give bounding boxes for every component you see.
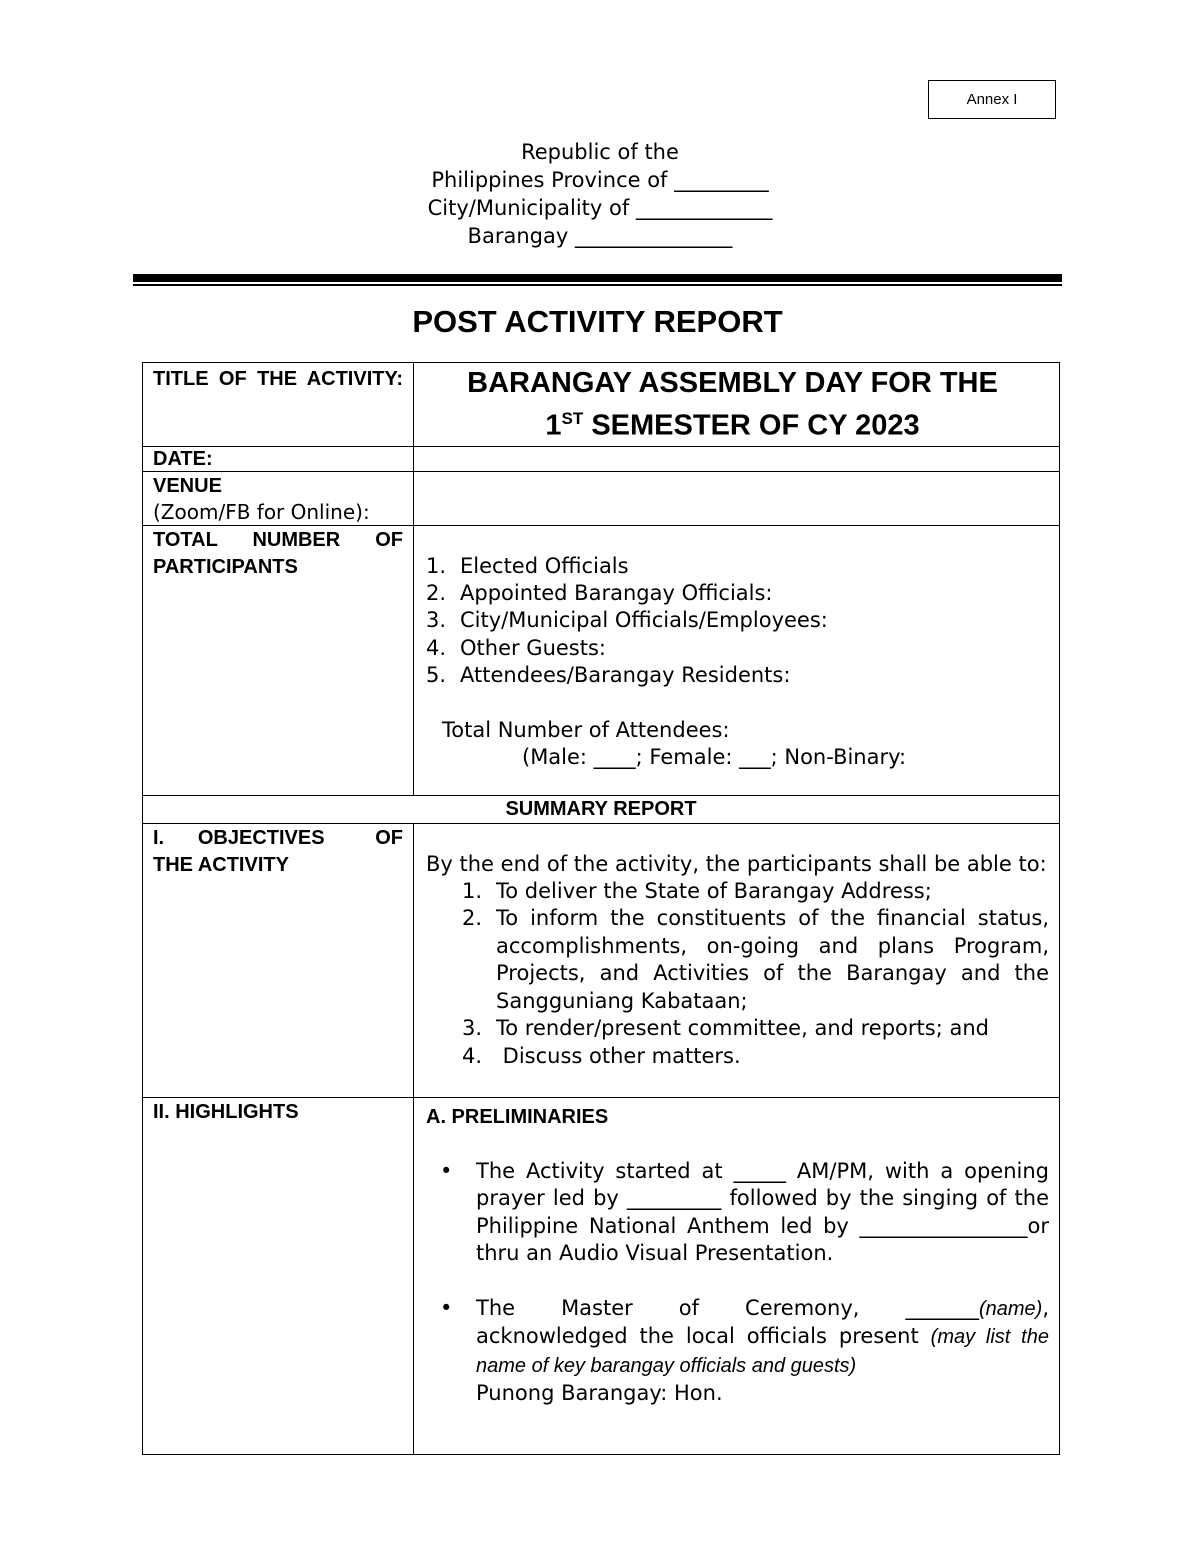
row-summary-heading — [143, 795, 1060, 823]
punong-barangay: Punong Barangay: Hon. — [476, 1380, 723, 1405]
title-ordinal-suffix: ST — [561, 409, 584, 428]
venue-sublabel: (Zoom/FB for Online): — [153, 499, 370, 524]
participant-item-5: 5. Attendees/Barangay Residents: — [426, 663, 791, 688]
objective-item-1: 1. To deliver the State of Barangay Address; — [462, 879, 932, 904]
highlights-label: II. HIGHLIGHTS — [143, 1097, 414, 1454]
report-table — [142, 362, 1060, 1455]
header-line-province: Philippines Province of _________ — [431, 168, 769, 192]
activity-title — [414, 363, 1059, 446]
row-highlights — [143, 1097, 1060, 1454]
preliminaries-heading: A. PRELIMINARIES — [426, 1105, 609, 1128]
participants-label-cell — [143, 525, 414, 795]
objective-item-3: 3. To render/present committee, and reports; and — [462, 1016, 989, 1041]
objectives-list — [426, 878, 1059, 1070]
title-value-cell — [414, 363, 1060, 447]
objective-item-4: 4. Discuss other matters. — [462, 1043, 741, 1068]
officials-note: (may list the name of key barangay officials and guests) — [476, 1326, 1049, 1377]
summary-heading: SUMMARY REPORT — [143, 795, 1060, 823]
report-title: POST ACTIVITY REPORT — [412, 304, 783, 339]
title-label-cell — [143, 363, 414, 447]
participants-label: TOTAL NUMBER OF PARTICIPANTS — [153, 528, 403, 578]
name-placeholder: (name) — [978, 1297, 1043, 1320]
title-rest: SEMESTER OF CY 2023 — [591, 409, 920, 442]
annex-label: Annex I — [928, 80, 1056, 119]
participant-item-3: 3. City/Municipal Officials/Employees: — [426, 608, 828, 633]
objectives-intro: By the end of the activity, the participants shall be able to: — [426, 851, 1047, 876]
bullet-dot-icon: • — [440, 1295, 453, 1320]
header-divider-thin — [133, 284, 1062, 286]
gender-breakdown: (Male: ____; Female: ___; Non-Binary: — [522, 745, 907, 770]
venue-label: VENUE — [153, 474, 222, 497]
highlight-bullet-1: • The Activity started at _____ AM/PM, with a opening prayer led by _________ followed by the singing of the Philippine National Anthem led by ________________or thru an Audio Visual Presentation. — [426, 1158, 1059, 1268]
date-value — [414, 446, 1060, 471]
document-header — [360, 138, 840, 250]
objectives-label: I. OBJECTIVES OF THE ACTIVITY — [153, 826, 403, 876]
header-line-republic: Republic of the — [521, 140, 679, 164]
row-venue — [143, 471, 1060, 525]
highlight-bullet-2: • The Master of Ceremony, _______(name), acknowledged the local officials present (may list the name of key barangay officials and guests) Punong Barangay: Hon. — [426, 1295, 1059, 1408]
header-line-municipality: City/Municipality of _____________ — [427, 196, 773, 220]
objective-item-2: 2. To inform the constituents of the financial status, accomplishments, on-going and plans Program, Projects, and Activities of the Barangay and the Sangguniang Kabataan; — [462, 906, 1049, 1013]
participant-item-1: 1. Elected Officials — [426, 553, 629, 578]
header-divider-thick — [133, 274, 1062, 282]
objectives-value-cell — [414, 823, 1060, 1097]
row-participants — [143, 525, 1060, 795]
title-ordinal: 1 — [545, 409, 562, 442]
participant-item-2: 2. Appointed Barangay Officials: — [426, 581, 773, 606]
highlights-value-cell — [414, 1097, 1060, 1454]
row-date — [143, 446, 1060, 471]
objectives-label-cell — [143, 823, 414, 1097]
venue-value — [414, 471, 1060, 525]
row-objectives — [143, 823, 1060, 1097]
activity-title-line1: BARANGAY ASSEMBLY DAY FOR THE — [467, 367, 998, 399]
row-title — [143, 363, 1060, 447]
venue-label-cell — [143, 471, 414, 525]
date-label: DATE: — [143, 446, 414, 471]
participants-value-cell — [414, 525, 1060, 795]
header-line-barangay: Barangay _______________ — [467, 224, 733, 248]
total-attendees: Total Number of Attendees: — [442, 717, 730, 742]
bullet-dot-icon: • — [440, 1159, 453, 1184]
participant-item-4: 4. Other Guests: — [426, 635, 606, 660]
title-label: TITLE OF THE ACTIVITY: — [153, 368, 403, 390]
activity-title-line2 — [414, 401, 1051, 444]
